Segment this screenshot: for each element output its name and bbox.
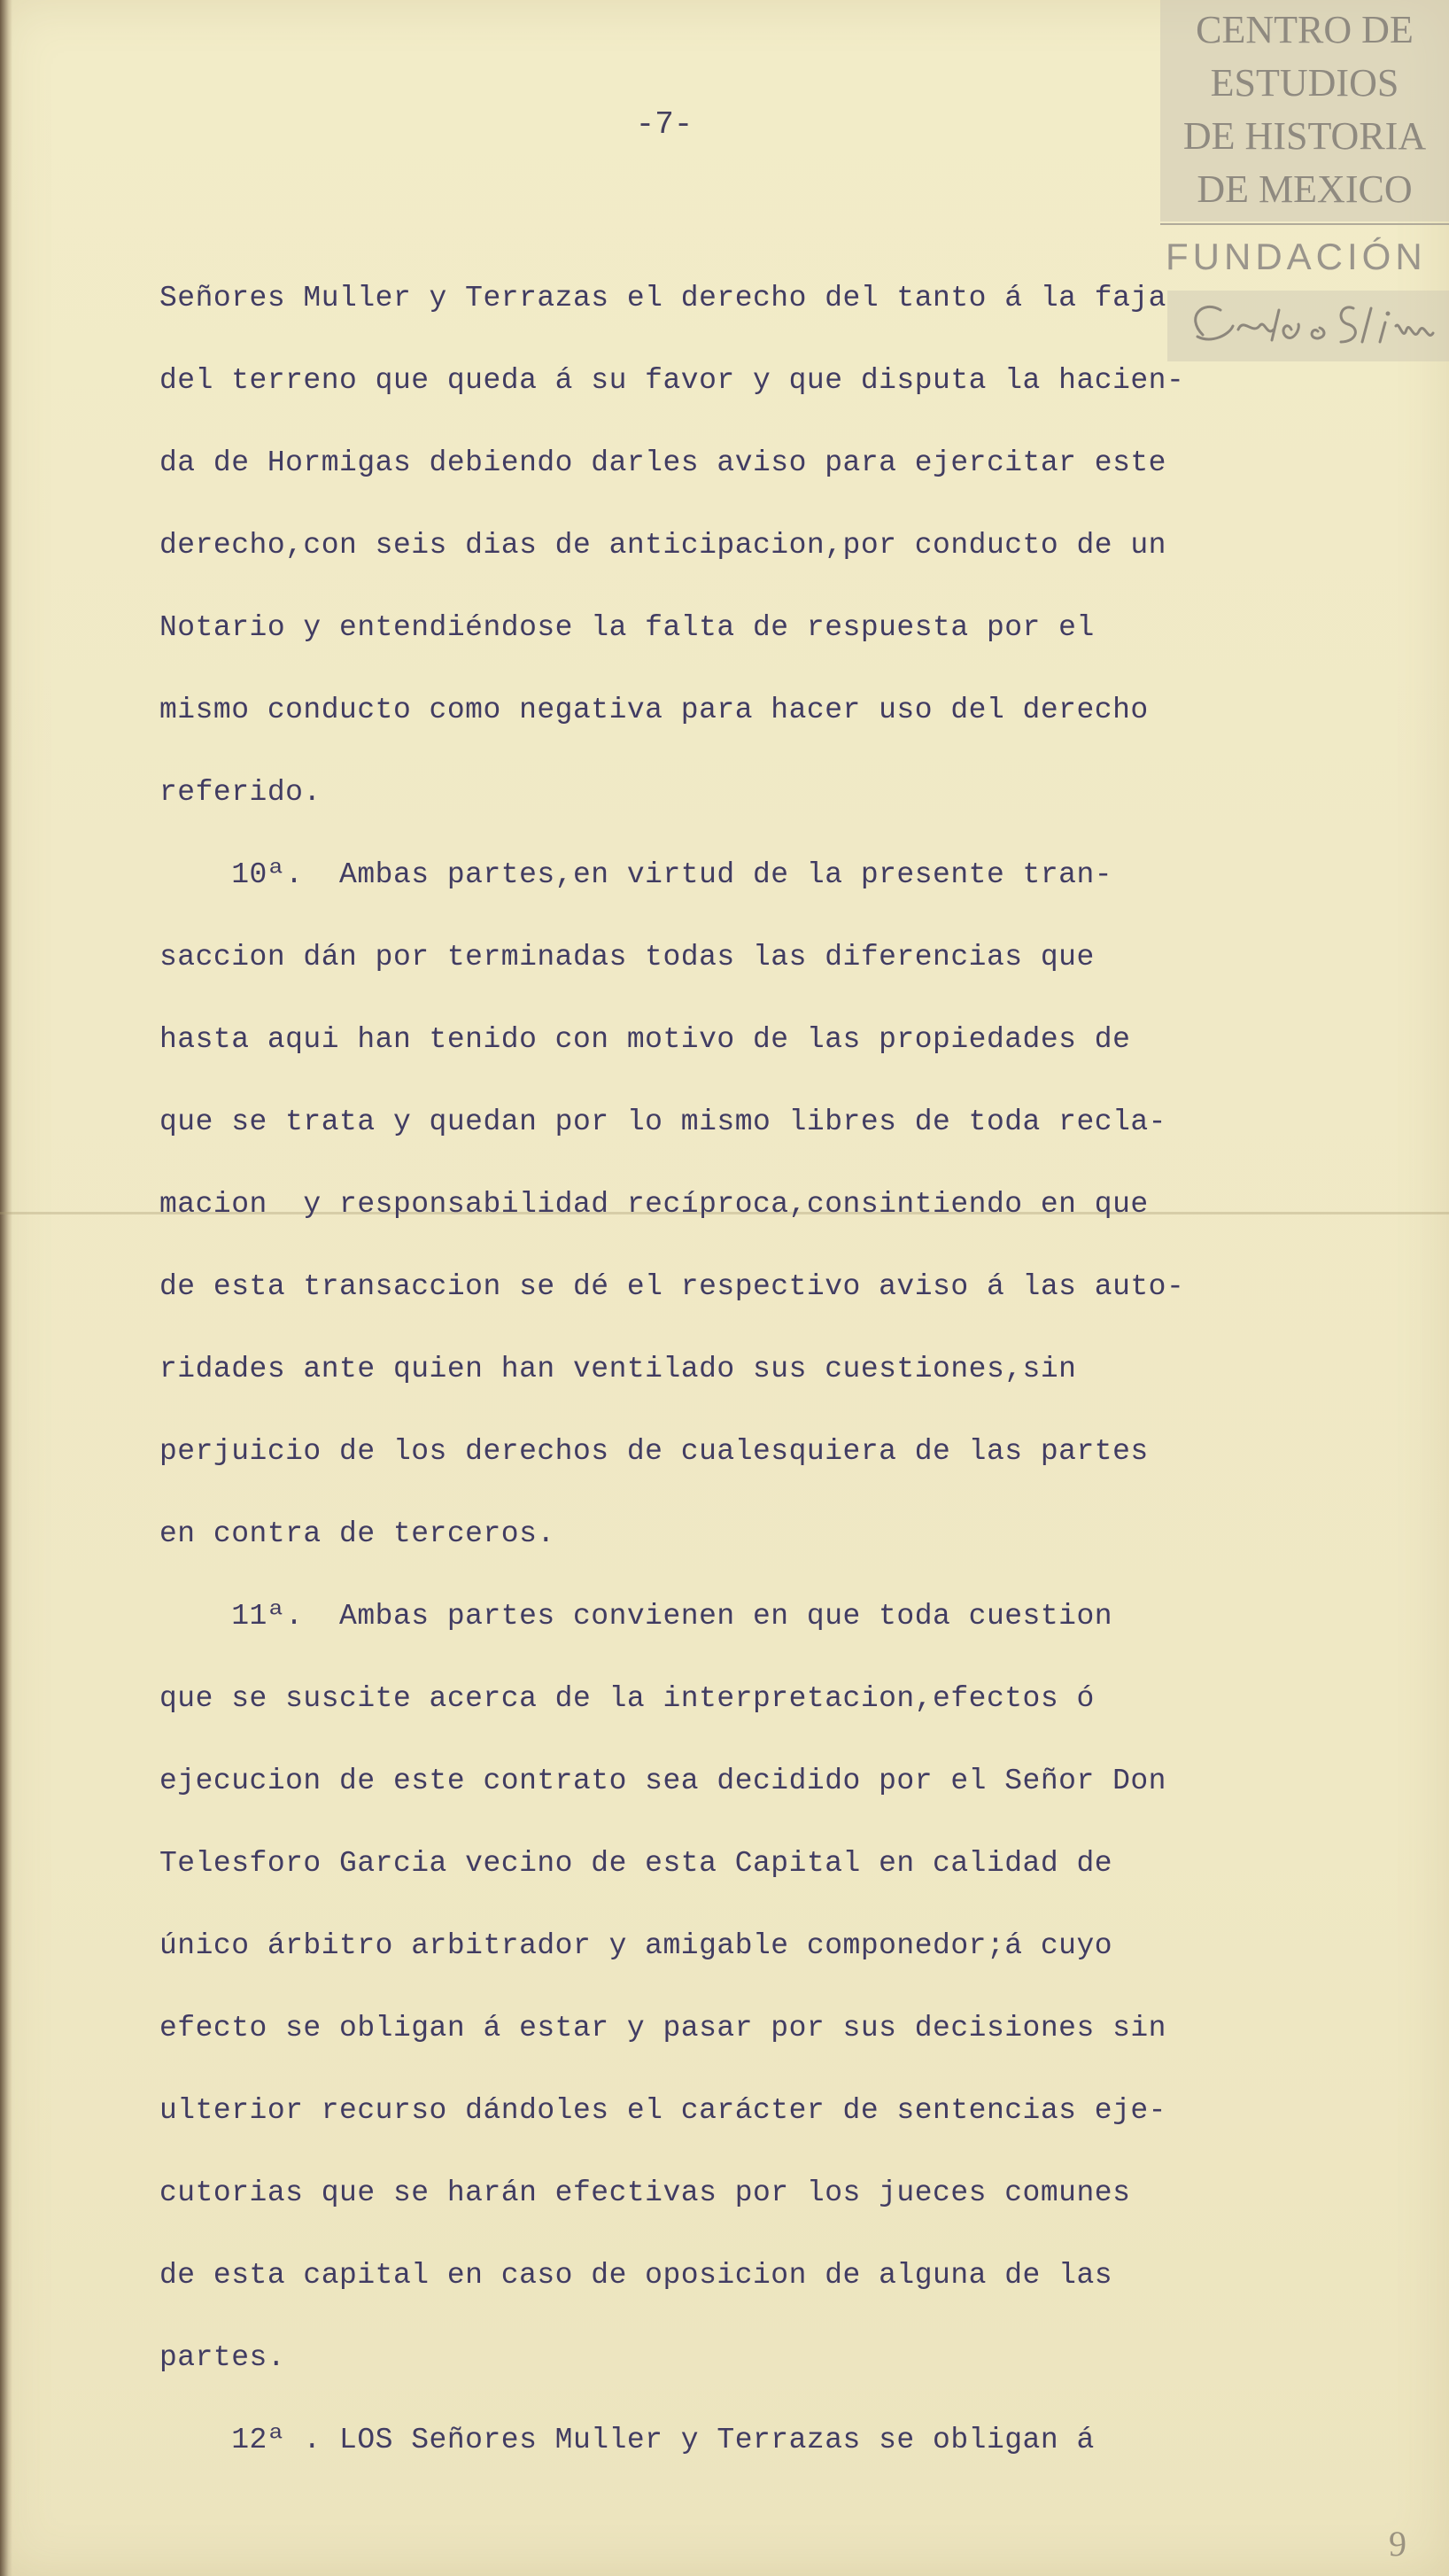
foundation-label: FUNDACIÓN: [1166, 236, 1427, 277]
stamp-line: DE HISTORIA: [1182, 114, 1427, 158]
text-line: efecto se obligan á estar y pasar por sus decisiones sin: [159, 2012, 1166, 2045]
text-line: 11ª. Ambas partes convienen en que toda cuestion: [159, 1600, 1113, 1633]
text-line: que se suscite acerca de la interpretacion,efectos ó: [159, 1682, 1095, 1715]
text-line: partes.: [159, 2341, 286, 2374]
text-line: derecho,con seis dias de anticipacion,por conducto de un: [159, 529, 1166, 562]
text-line: saccion dán por terminadas todas las diferencias que: [159, 941, 1095, 974]
text-line: Notario y entendiéndose la falta de respuesta por el: [159, 611, 1095, 644]
signature-drawing: [1167, 291, 1449, 361]
text-line: ridades ante quien han ventilado sus cuestiones,sin: [159, 1353, 1077, 1385]
text-line: 12ª . LOS Señores Muller y Terrazas se obligan á: [159, 2424, 1095, 2456]
signature-logo: [1167, 291, 1449, 361]
text-line: que se trata y quedan por lo mismo libres de toda recla-: [159, 1106, 1166, 1138]
text-line: cutorias que se harán efectivas por los jueces comunes: [159, 2176, 1131, 2209]
page-number: -7-: [635, 106, 694, 143]
stamp-line: ESTUDIOS: [1210, 61, 1399, 105]
text-line: macion y responsabilidad recíproca,consintiendo en que: [159, 1188, 1149, 1221]
text-line: Señores Muller y Terrazas el derecho del tanto á la faja: [159, 282, 1166, 314]
stamp-line: CENTRO DE: [1196, 8, 1414, 51]
stamp-line: DE MEXICO: [1197, 167, 1413, 211]
text-line: da de Hormigas debiendo darles aviso para ejercitar este: [159, 446, 1166, 479]
text-line: de esta transaccion se dé el respectivo aviso á las auto-: [159, 1270, 1185, 1303]
text-line: mismo conducto como negativa para hacer uso del derecho: [159, 694, 1149, 726]
text-line: del terreno que queda á su favor y que disputa la hacien-: [159, 364, 1185, 397]
stamp-divider: [1160, 223, 1449, 225]
text-line: hasta aqui han tenido con motivo de las propiedades de: [159, 1023, 1131, 1056]
text-line: en contra de terceros.: [159, 1517, 555, 1550]
text-line: Telesforo Garcia vecino de esta Capital en calidad de: [159, 1847, 1113, 1880]
text-line: ejecucion de este contrato sea decidido por el Señor Don: [159, 1765, 1166, 1797]
page-edge: [0, 0, 12, 2576]
text-line: referido.: [159, 776, 322, 809]
text-line: único árbitro arbitrador y amigable componedor;á cuyo: [159, 1929, 1113, 1962]
text-line: 10ª. Ambas partes,en virtud de la presente tran-: [159, 858, 1113, 891]
folio-number: 9: [1389, 2524, 1406, 2564]
text-line: de esta capital en caso de oposicion de alguna de las: [159, 2259, 1113, 2292]
text-line: perjuicio de los derechos de cualesquiera de las partes: [159, 1435, 1149, 1468]
text-line: ulterior recurso dándoles el carácter de sentencias eje-: [159, 2094, 1166, 2127]
